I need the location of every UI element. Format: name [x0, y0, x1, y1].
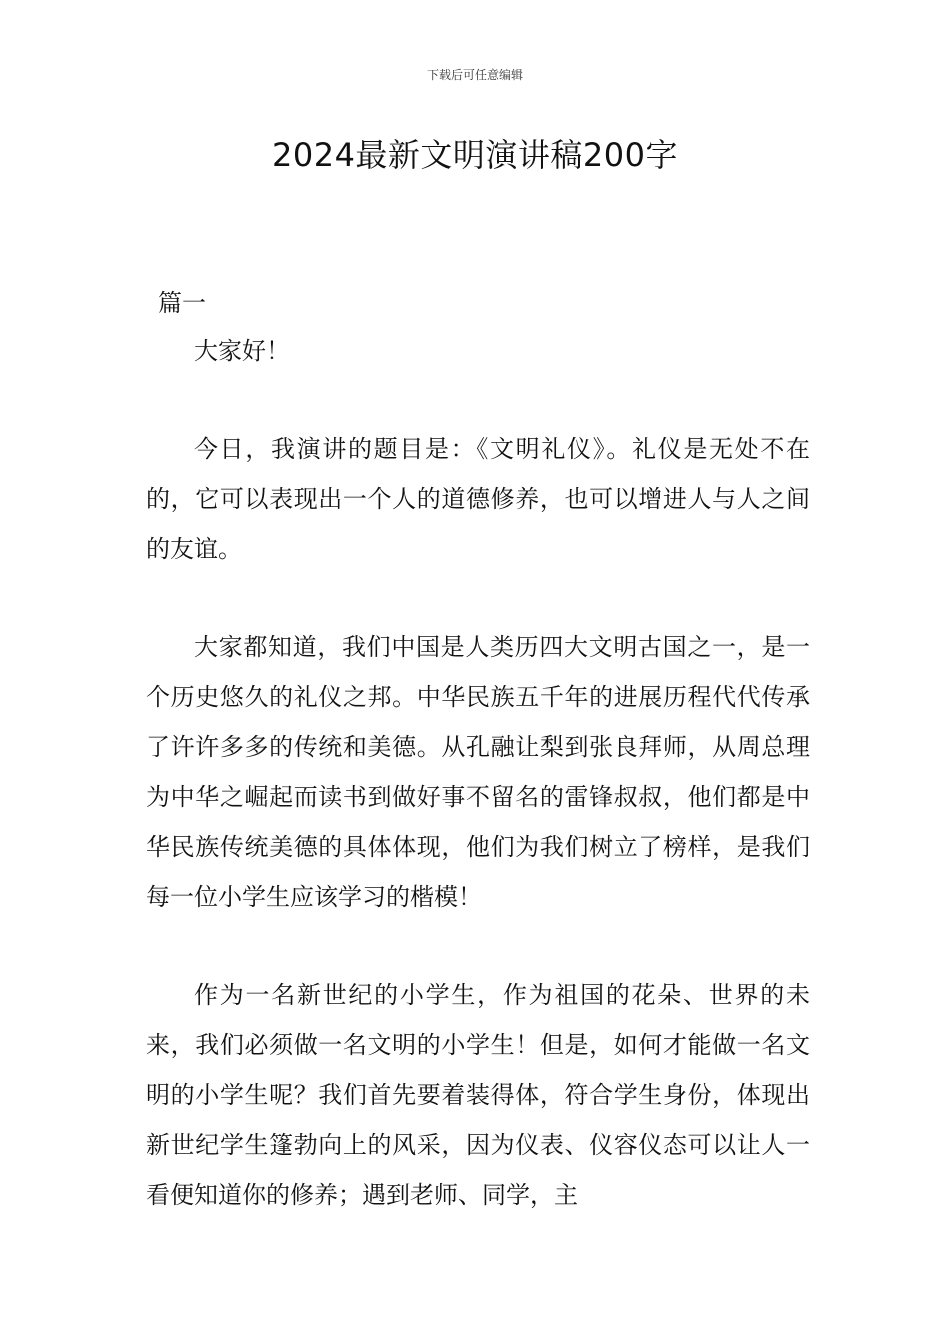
header-note: 下载后可任意编辑 [426, 68, 523, 82]
document-title: 2024最新文明演讲稿200字 [271, 136, 679, 174]
paragraph-3: 作为一名新世纪的小学生，作为祖国的花朵、世界的未来，我们必须做一名文明的小学生！但是，如何才能做一名文明的小学生呢？我们首先要着装得体，符合学生身份，体现出新世纪学生篷勃向上的风采，因为仪表、仪容仪态可以让人一看便知道你的修养；遇到老师、同学，主 [146, 981, 810, 1209]
paragraph-greeting: 大家好！ [194, 337, 290, 365]
paragraph-1: 今日，我演讲的题目是：《文明礼仪》。礼仪是无处不在的，它可以表现出一个人的道德修养，也可以增进人与人之间的友谊。 [146, 435, 810, 563]
section-label: 篇一 [158, 289, 206, 317]
paragraph-2: 大家都知道，我们中国是人类历四大文明古国之一，是一个历史悠久的礼仪之邦。中华民族五千年的进展历程代代传承了许许多多的传统和美德。从孔融让梨到张良拜师，从周总理为中华之崛起而读书到做好事不留名的雷锋叔叔，他们都是中华民族传统美德的具体体现，他们为我们树立了榜样，是我们每一位小学生应该学习的楷模！ [146, 633, 810, 911]
